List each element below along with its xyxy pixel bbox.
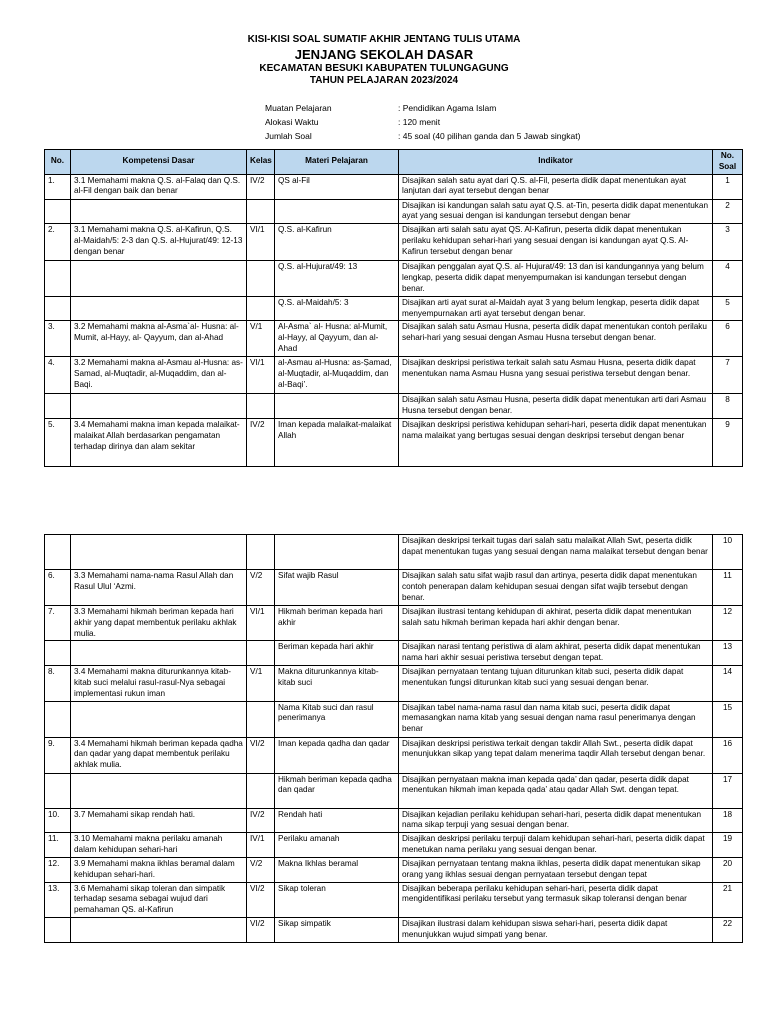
cell-no-soal: 4 bbox=[713, 261, 743, 296]
cell-no-soal: 17 bbox=[713, 773, 743, 808]
table-row bbox=[45, 701, 743, 737]
cell-kompetensi-dasar bbox=[71, 261, 247, 296]
cell-kompetensi-dasar bbox=[71, 535, 247, 570]
cell-no bbox=[45, 393, 71, 418]
cell-kelas: IV/2 bbox=[247, 174, 275, 199]
cell-indikator: Disajikan salah satu Asmau Husna, peserta didik dapat menentukan arti dari Asmau Husna tersebut dengan benar. bbox=[399, 393, 713, 418]
cell-indikator: Disajikan tabel nama-nama rasul dan nama kitab suci, peserta didik dapat memasangkan nama kitab yang sesuai dengan nama rasul penerimanya dengan benar bbox=[399, 701, 713, 737]
cell-kelas: VI/2 bbox=[247, 737, 275, 773]
meta-row bbox=[265, 101, 580, 115]
kisi-kisi-table-page-2 bbox=[44, 534, 743, 943]
cell-no-soal: 13 bbox=[713, 641, 743, 666]
cell-kelas bbox=[247, 773, 275, 808]
cell-materi: Beriman kepada hari akhir bbox=[275, 641, 399, 666]
cell-kelas bbox=[247, 701, 275, 737]
cell-kompetensi-dasar bbox=[71, 296, 247, 321]
document-header bbox=[0, 34, 768, 88]
cell-kelas: VI/2 bbox=[247, 918, 275, 943]
cell-kompetensi-dasar bbox=[71, 918, 247, 943]
cell-no: 12. bbox=[45, 857, 71, 882]
cell-kelas bbox=[247, 535, 275, 570]
table-row bbox=[45, 224, 743, 261]
cell-kelas: VI/1 bbox=[247, 356, 275, 393]
table-row bbox=[45, 666, 743, 701]
cell-kompetensi-dasar: 3.3 Memahami nama-nama Rasul Allah dan Rasul Ulul ‘Azmi. bbox=[71, 570, 247, 606]
cell-kompetensi-dasar: 3.4 Memahami hikmah beriman kepada qadha dan qadar yang dapat membentuk perilaku akhlak mulia. bbox=[71, 737, 247, 773]
cell-kelas: V/2 bbox=[247, 570, 275, 606]
cell-indikator: Disajikan isi kandungan salah satu ayat Q.S. at-Tin, peserta didik dapat menentukan ayat yang sesuai dengan isi kandungan tersebut dengan benar bbox=[399, 199, 713, 224]
cell-no-soal: 14 bbox=[713, 666, 743, 701]
cell-no bbox=[45, 773, 71, 808]
table-row bbox=[45, 174, 743, 199]
cell-no: 2. bbox=[45, 224, 71, 261]
cell-no-soal: 15 bbox=[713, 701, 743, 737]
cell-no-soal: 9 bbox=[713, 418, 743, 466]
column-header-kelas: Kelas bbox=[247, 150, 275, 175]
cell-kompetensi-dasar: 3.1 Memahami makna Q.S. al-Falaq dan Q.S. al-Fil dengan baik dan benar bbox=[71, 174, 247, 199]
cell-materi: Makna Ikhlas beramal bbox=[275, 857, 399, 882]
table-row bbox=[45, 570, 743, 606]
cell-kelas bbox=[247, 296, 275, 321]
cell-indikator: Disajikan deskripsi terkait tugas dari salah satu malaikat Allah Swt, peserta didik dapat menentukan tugas yang sesuai dengan nama malaikat tersebut dengan benar bbox=[399, 535, 713, 570]
cell-no-soal: 5 bbox=[713, 296, 743, 321]
cell-no: 11. bbox=[45, 833, 71, 858]
cell-indikator: Disajikan deskripsi peristiwa terkait dengan takdir Allah Swt., peserta didik dapat menunjukkan sikap yang tepat dalam menerima taqdir Allah tersebut dengan benar. bbox=[399, 737, 713, 773]
table-row bbox=[45, 808, 743, 833]
column-header-no: No. bbox=[45, 150, 71, 175]
cell-no bbox=[45, 641, 71, 666]
cell-materi: Q.S. al-Kafirun bbox=[275, 224, 399, 261]
meta-label: Alokasi Waktu bbox=[265, 117, 319, 127]
cell-materi: Q.S. al-Maidah/5: 3 bbox=[275, 296, 399, 321]
cell-no: 6. bbox=[45, 570, 71, 606]
cell-indikator: Disajikan pernyataan tentang makna ikhlas, peserta didik dapat menentukan sikap orang yang ikhlas sesuai dengan pernyataan tersebut dengan tepat bbox=[399, 857, 713, 882]
cell-kompetensi-dasar: 3.7 Memahami sikap rendah hati. bbox=[71, 808, 247, 833]
meta-row bbox=[265, 129, 580, 143]
cell-no-soal: 8 bbox=[713, 393, 743, 418]
cell-materi bbox=[275, 393, 399, 418]
cell-no-soal: 12 bbox=[713, 606, 743, 641]
document-title: KISI-KISI SOAL SUMATIF AKHIR JENTANG TULIS UTAMA bbox=[247, 34, 521, 45]
cell-no-soal: 11 bbox=[713, 570, 743, 606]
cell-no bbox=[45, 199, 71, 224]
cell-indikator: Disajikan deskripsi peristiwa terkait salah satu Asmau Husna, peserta didik dapat menentukan nama Asmau Husna yang sesuai peristiwa tersebut dengan benar. bbox=[399, 356, 713, 393]
cell-indikator: Disajikan arti salah satu ayat QS. Al-Kafirun, peserta didik dapat menentukan perilaku kehidupan sehari-hari yang sesuai dengan isi kandungan ayat Q.S. Al-Kafirun tersebut dengan benar bbox=[399, 224, 713, 261]
cell-no: 9. bbox=[45, 737, 71, 773]
cell-materi: Al-Asma` al- Husna: al-Mumit, al-Hayy, al Qayyum, dan al-Ahad bbox=[275, 321, 399, 356]
cell-indikator: Disajikan deskripsi peristiwa kehidupan sehari-hari, peserta didik dapat menentukan nama malaikat yang bertugas sesuai dengan deskripsi tersebut dengan benar bbox=[399, 418, 713, 466]
cell-indikator: Disajikan beberapa perilaku kehidupan sehari-hari, peserta didik dapat mengidentifikasi perilaku tersebut yang termasuk sikap toleransi dengan benar bbox=[399, 882, 713, 917]
cell-kompetensi-dasar: 3.2 Memahami makna al-Asma`al- Husna: al-Mumit, al-Hayy, al- Qayyum, dan al-Ahad bbox=[71, 321, 247, 356]
cell-no-soal: 16 bbox=[713, 737, 743, 773]
document-meta bbox=[265, 101, 580, 143]
cell-kompetensi-dasar: 3.4 Memahami makna iman kepada malaikat-malaikat Allah berdasarkan pengamatan terhadap dirinya dan alam sekitar bbox=[71, 418, 247, 466]
table-row bbox=[45, 737, 743, 773]
cell-kompetensi-dasar: 3.3 Memahami hikmah beriman kepada hari akhir yang dapat membentuk perilaku akhlak mulia. bbox=[71, 606, 247, 641]
cell-materi: Sikap toleran bbox=[275, 882, 399, 917]
cell-materi: Q.S. al-Hujurat/49: 13 bbox=[275, 261, 399, 296]
cell-no-soal: 18 bbox=[713, 808, 743, 833]
cell-kompetensi-dasar: 3.10 Memahami makna perilaku amanah dalam kehidupan sehari-hari bbox=[71, 833, 247, 858]
cell-no-soal: 6 bbox=[713, 321, 743, 356]
kisi-kisi-table-page-1 bbox=[44, 149, 743, 467]
cell-no-soal: 19 bbox=[713, 833, 743, 858]
cell-no: 8. bbox=[45, 666, 71, 701]
cell-kompetensi-dasar bbox=[71, 393, 247, 418]
table-row bbox=[45, 918, 743, 943]
meta-label: Muatan Pelajaran bbox=[265, 103, 332, 113]
column-header-no-soal: No. Soal bbox=[713, 150, 743, 175]
cell-no: 1. bbox=[45, 174, 71, 199]
cell-kompetensi-dasar bbox=[71, 773, 247, 808]
cell-materi bbox=[275, 199, 399, 224]
table-row bbox=[45, 296, 743, 321]
cell-no-soal: 1 bbox=[713, 174, 743, 199]
cell-materi bbox=[275, 535, 399, 570]
table-row bbox=[45, 882, 743, 917]
cell-kelas: V/2 bbox=[247, 857, 275, 882]
cell-materi: QS al-Fil bbox=[275, 174, 399, 199]
table-row bbox=[45, 641, 743, 666]
cell-kompetensi-dasar bbox=[71, 701, 247, 737]
table-row bbox=[45, 606, 743, 641]
cell-no: 3. bbox=[45, 321, 71, 356]
cell-indikator: Disajikan salah satu ayat dari Q.S. al-Fil, peserta didik dapat menentukan ayat lanjutan dari ayat tersebut dengan benar bbox=[399, 174, 713, 199]
cell-kompetensi-dasar: 3.4 Memahami makna diturunkannya kitab-kitab suci melalui rasul-rasul-Nya sebagai implementasi rukun iman bbox=[71, 666, 247, 701]
cell-kelas: VI/1 bbox=[247, 606, 275, 641]
cell-kompetensi-dasar: 3.2 Memahami makna al-Asmau al-Husna: as-Samad, al-Muqtadir, al-Muqaddim, dan al-Baqi. bbox=[71, 356, 247, 393]
cell-kelas: IV/2 bbox=[247, 418, 275, 466]
table-row bbox=[45, 321, 743, 356]
cell-no: 4. bbox=[45, 356, 71, 393]
cell-no: 10. bbox=[45, 808, 71, 833]
table-row bbox=[45, 418, 743, 466]
cell-indikator: Disajikan ilustrasi tentang kehidupan di akhirat, peserta didik dapat menentukan salah satu hikmah beriman kepada hari akhir dengan benar. bbox=[399, 606, 713, 641]
cell-indikator: Disajikan salah satu Asmau Husna, peserta didik dapat menentukan contoh perilaku sehari-hari yang sesuai dengan Asmau Husna tersebut dengan benar. bbox=[399, 321, 713, 356]
cell-indikator: Disajikan arti ayat surat al-Maidah ayat 3 yang belum lengkap, peserta didik dapat menyempurnakan arti ayat tersebut dengan benar. bbox=[399, 296, 713, 321]
cell-materi: Iman kepada malaikat-malaikat Allah bbox=[275, 418, 399, 466]
table-row bbox=[45, 261, 743, 296]
cell-kelas bbox=[247, 641, 275, 666]
table-row bbox=[45, 857, 743, 882]
cell-kompetensi-dasar: 3.6 Memahami sikap toleran dan simpatik terhadap sesama sebagai wujud dari pemahaman QS. al-Kafirun bbox=[71, 882, 247, 917]
cell-materi: Iman kepada qadha dan qadar bbox=[275, 737, 399, 773]
cell-no bbox=[45, 296, 71, 321]
cell-no-soal: 21 bbox=[713, 882, 743, 917]
cell-no-soal: 10 bbox=[713, 535, 743, 570]
cell-kelas: V/1 bbox=[247, 321, 275, 356]
cell-indikator: Disajikan ilustrasi dalam kehidupan siswa sehari-hari, peserta didik dapat menunjukkan wujud simpati yang benar. bbox=[399, 918, 713, 943]
cell-indikator: Disajikan penggalan ayat Q.S. al- Hujurat/49: 13 dan isi kandungannya yang belum lengkap, peserta didik dapat menyempurnakan isi kandungan tersebut dengan benar. bbox=[399, 261, 713, 296]
table-row bbox=[45, 199, 743, 224]
table-row bbox=[45, 535, 743, 570]
cell-kelas: VI/2 bbox=[247, 882, 275, 917]
cell-no: 13. bbox=[45, 882, 71, 917]
cell-no-soal: 2 bbox=[713, 199, 743, 224]
column-header-materi: Materi Pelajaran bbox=[275, 150, 399, 175]
cell-indikator: Disajikan salah satu sifat wajib rasul dan artinya, peserta didik dapat menentukan contoh penerapan dalam kehidupan sesuai dengan sifat wajib tersebut dengan benar. bbox=[399, 570, 713, 606]
cell-materi: Hikmah beriman kepada hari akhir bbox=[275, 606, 399, 641]
cell-indikator: Disajikan pernyataan makna iman kepada qada’ dan qadar, peserta didik dapat menentukan hikmah iman kepada qada’ atau qadar Allah Swt. dengan tepat. bbox=[399, 773, 713, 808]
cell-kelas: VI/1 bbox=[247, 224, 275, 261]
meta-row bbox=[265, 115, 580, 129]
table-row bbox=[45, 393, 743, 418]
cell-materi: Hikmah beriman kepada qadha dan qadar bbox=[275, 773, 399, 808]
document-year: TAHUN PELAJARAN 2023/2024 bbox=[309, 75, 459, 87]
cell-materi: Sifat wajib Rasul bbox=[275, 570, 399, 606]
cell-no-soal: 20 bbox=[713, 857, 743, 882]
cell-kompetensi-dasar: 3.1 Memahami makna Q.S. al-Kafirun, Q.S. al-Maidah/5: 2-3 dan Q.S. al-Hujurat/49: 12-13 dengan benar bbox=[71, 224, 247, 261]
cell-no-soal: 3 bbox=[713, 224, 743, 261]
cell-indikator: Disajikan deskripsi perilaku terpuji dalam kehidupan sehari-hari, peserta didik dapat menetukan nama perilaku yang sesuai dengan benar. bbox=[399, 833, 713, 858]
meta-value: : 120 menit bbox=[398, 117, 441, 127]
cell-kompetensi-dasar bbox=[71, 199, 247, 224]
meta-value: : Pendidikan Agama Islam bbox=[398, 103, 497, 113]
cell-materi: Rendah hati bbox=[275, 808, 399, 833]
cell-kelas: IV/1 bbox=[247, 833, 275, 858]
cell-kompetensi-dasar bbox=[71, 641, 247, 666]
cell-indikator: Disajikan kejadian perilaku kehidupan sehari-hari, peserta didik dapat menentukan nama sikap terpuji yang sesuai dengan benar. bbox=[399, 808, 713, 833]
cell-kelas bbox=[247, 261, 275, 296]
cell-no: 5. bbox=[45, 418, 71, 466]
table-header-row bbox=[45, 150, 743, 175]
cell-materi: Makna diturunkannya kitab-kitab suci bbox=[275, 666, 399, 701]
meta-value: : 45 soal (40 pilihan ganda dan 5 Jawab singkat) bbox=[398, 131, 581, 141]
cell-no bbox=[45, 918, 71, 943]
column-header-kd: Kompetensi Dasar bbox=[71, 150, 247, 175]
cell-no bbox=[45, 701, 71, 737]
cell-no bbox=[45, 535, 71, 570]
cell-kompetensi-dasar: 3.9 Memahami makna ikhlas beramal dalam kehidupan sehari-hari. bbox=[71, 857, 247, 882]
cell-indikator: Disajikan pernyataan tentang tujuan diturunkan kitab suci, peserta didik dapat menentukan fungsi diturunkan kitab suci yang sesuai dengan benar. bbox=[399, 666, 713, 701]
cell-no-soal: 7 bbox=[713, 356, 743, 393]
cell-no-soal: 22 bbox=[713, 918, 743, 943]
cell-indikator: Disajikan narasi tentang peristiwa di alam akhirat, peserta didik dapat menentukan nama hari akhir sesuai peristiwa tersebut dengan tepat. bbox=[399, 641, 713, 666]
cell-no bbox=[45, 261, 71, 296]
table-row bbox=[45, 356, 743, 393]
table-row bbox=[45, 773, 743, 808]
meta-label: Jumlah Soal bbox=[265, 131, 312, 141]
cell-kelas: IV/2 bbox=[247, 808, 275, 833]
column-header-indikator: Indikator bbox=[399, 150, 713, 175]
cell-kelas bbox=[247, 393, 275, 418]
document-district: KECAMATAN BESUKI KABUPATEN TULUNGAGUNG bbox=[259, 62, 509, 74]
cell-kelas bbox=[247, 199, 275, 224]
cell-kelas: V/1 bbox=[247, 666, 275, 701]
cell-no: 7. bbox=[45, 606, 71, 641]
cell-materi: Nama Kitab suci dan rasul penerimanya bbox=[275, 701, 399, 737]
table-row bbox=[45, 833, 743, 858]
document-level: JENJANG SEKOLAH DASAR bbox=[294, 46, 474, 62]
cell-materi: Sikap simpatik bbox=[275, 918, 399, 943]
cell-materi: al-Asmau al-Husna: as-Ṣamad, al-Muqtadir, al-Muqaddim, dan al-Baqi’. bbox=[275, 356, 399, 393]
cell-materi: Perilaku amanah bbox=[275, 833, 399, 858]
